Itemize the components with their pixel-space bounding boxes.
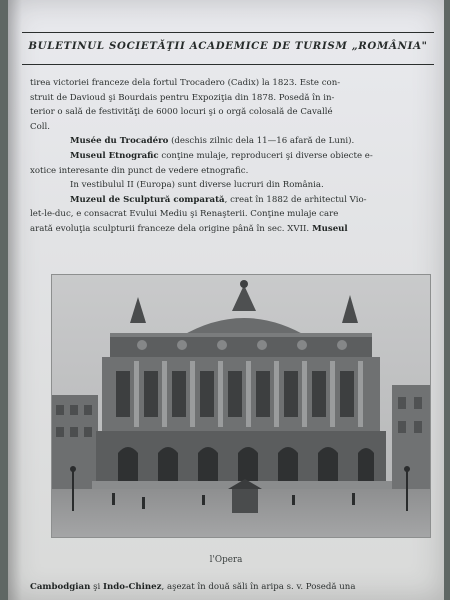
- continuation-line: [30, 580, 442, 594]
- running-title: BULETINUL SOCIETĂŢII ACADEMICE DE TURISM „ROMÂNIA": [28, 40, 428, 52]
- text-line: tirea victoriei franceze dela fortul Trocadero (Cadix) la 1823. Este con-: [30, 78, 341, 88]
- text-line: xotice interesante din punct de vedere etnografic.: [30, 165, 249, 176]
- heading-cambodgian: Cambodgian: [30, 582, 91, 592]
- text-line: [30, 222, 442, 237]
- opera-photograph: [51, 274, 431, 538]
- text-span: , creat în 1882 de arhitectul Vio-: [224, 194, 367, 205]
- text-span: şi: [90, 582, 103, 592]
- paragraph-muzeul-sculptura: [30, 193, 442, 208]
- text-line: struit de Davioud şi Bourdais pentru Expoziţia din 1878. Posedă în in-: [30, 92, 335, 103]
- kiosk: [232, 489, 258, 513]
- opera-building-illustration: [52, 275, 430, 537]
- header-rule-top: [22, 32, 434, 33]
- book-page: [8, 0, 444, 600]
- paragraph-musee-trocadero: [30, 134, 442, 149]
- page-header: [22, 26, 434, 66]
- body-text: [30, 76, 442, 237]
- heading-indo-chinez: Indo-Chinez: [102, 582, 162, 592]
- text-line: let-le-duc, e consacrat Evului Mediu şi Renaşterii. Conţine mulaje care: [30, 209, 339, 220]
- paragraph-museul-etnografic: [30, 149, 442, 164]
- figure-caption: l'Opera: [209, 555, 243, 565]
- heading-museul-etnografic: Museul Etnografic: [70, 150, 159, 161]
- text-line: Coll.: [30, 121, 50, 132]
- heading-muzeul-sculptura: Muzeul de Sculptură comparată: [70, 194, 225, 205]
- text-line: terior o sală de festivităţi de 6000 locuri şi o orgă colosală de Cavallé: [30, 107, 333, 118]
- text-span: (deschis zilnic dela 11—16 afară de Luni).: [168, 136, 355, 147]
- text-span: arată evoluţia sculpturii franceze dela origine până în sec. XVII.: [30, 223, 310, 234]
- heading-musee-trocadero: Musée du Trocadéro: [70, 136, 169, 147]
- text-span: , aşezat în două săli în aripa s. v. Posedă una: [161, 582, 356, 592]
- header-rule-bottom: [22, 64, 434, 65]
- text-line: In vestibulul II (Europa) sunt diverse lucruri din România.: [70, 180, 324, 191]
- heading-museul-next: Museul: [309, 223, 348, 234]
- right-building: [392, 385, 430, 505]
- text-span: conţine mulaje, reproduceri şi diverse obiecte e-: [158, 150, 373, 161]
